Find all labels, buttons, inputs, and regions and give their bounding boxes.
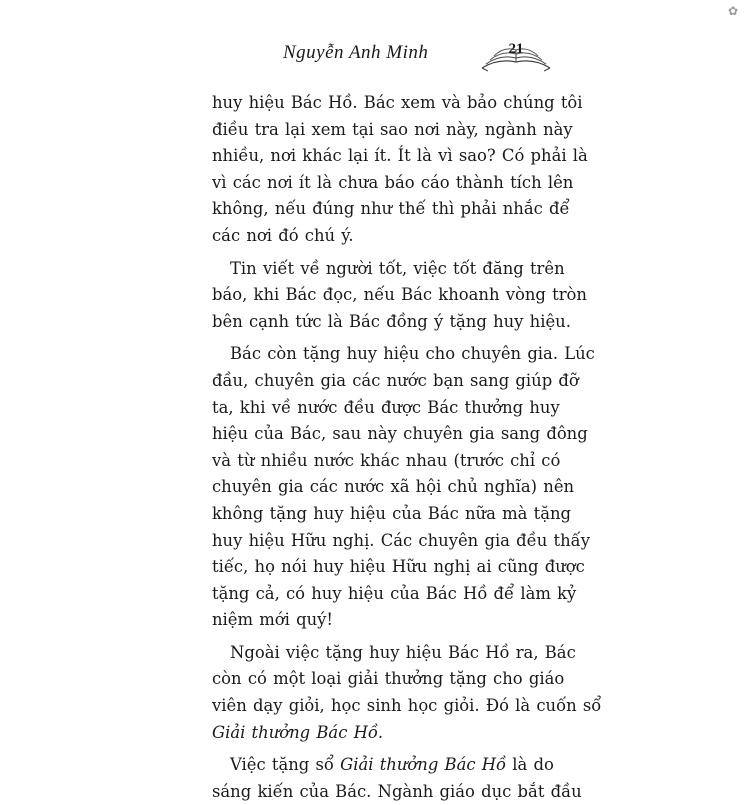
text-line: Ngoài việc tặng huy hiệu Bác Hồ ra, Bác: [230, 642, 576, 662]
text-fragment: Việc tặng sổ: [230, 755, 341, 775]
text-line: tiếc, họ nói huy hiệu Hữu nghị ai cũng được: [212, 557, 585, 577]
text-line: không tặng huy hiệu của Bác nữa mà tặng: [212, 503, 572, 523]
corner-flower-icon: ✿: [728, 4, 739, 18]
text-line: Tin viết về người tốt, việc tốt đăng trên: [230, 258, 565, 278]
text-fragment: là do: [506, 755, 554, 775]
text-line: sáng kiến của Bác. Ngành giáo dục bắt đầu: [212, 781, 582, 801]
text-line: các nơi đó chú ý.: [212, 225, 354, 245]
text-line: và từ nhiều nước khác nhau (trước chỉ có: [212, 450, 561, 470]
text-line: báo, khi Bác đọc, nếu Bác khoanh vòng tròn: [212, 285, 587, 305]
text-line: [212, 752, 554, 779]
text-line: bên cạnh tức là Bác đồng ý tặng huy hiệu.: [212, 311, 571, 331]
text-line: hiệu của Bác, sau này chuyên gia sang đông: [212, 424, 588, 444]
text-line: chuyên gia các nước xã hội chủ nghĩa) nên: [212, 477, 575, 497]
text-line: nhiều, nơi khác lại ít. Ít là vì sao? Có phải là: [212, 146, 588, 166]
book-title: Giải thưởng Bác Hồ: [340, 755, 507, 775]
page-header: [0, 38, 750, 82]
text-line: đầu, chuyên gia các nước bạn sang giúp đỡ: [212, 370, 579, 390]
text-line: điều tra lại xem tại sao nơi này, ngành này: [212, 119, 573, 139]
text-line: viên dạy giỏi, học sinh học giỏi. Đó là cuốn sổ: [212, 696, 602, 716]
text-line: huy hiệu Bác Hồ. Bác xem và bảo chúng tôi: [212, 93, 583, 112]
text-line: Bác còn tặng huy hiệu cho chuyên gia. Lúc: [230, 344, 595, 364]
page-number: 21: [508, 41, 524, 57]
book-title: Giải thưởng Bác Hồ.: [212, 722, 384, 742]
text-line: vì các nơi ít là chưa báo cáo thành tích lên: [212, 172, 574, 192]
text-line-italic: [212, 720, 542, 747]
text-line: niệm mới quý!: [212, 610, 334, 630]
text-line: không, nếu đúng như thế thì phải nhắc để: [212, 199, 570, 219]
text-line: tặng cả, có huy hiệu của Bác Hồ để làm kỷ: [212, 583, 577, 603]
text-line: huy hiệu Hữu nghị. Các chuyên gia đều thấy: [212, 530, 590, 550]
author-name: Nguyễn Anh Minh: [283, 42, 429, 63]
body-text: [212, 90, 602, 805]
text-line: còn có một loại giải thưởng tặng cho giáo: [212, 669, 565, 689]
text-line: ta, khi về nước đều được Bác thưởng huy: [212, 397, 560, 417]
